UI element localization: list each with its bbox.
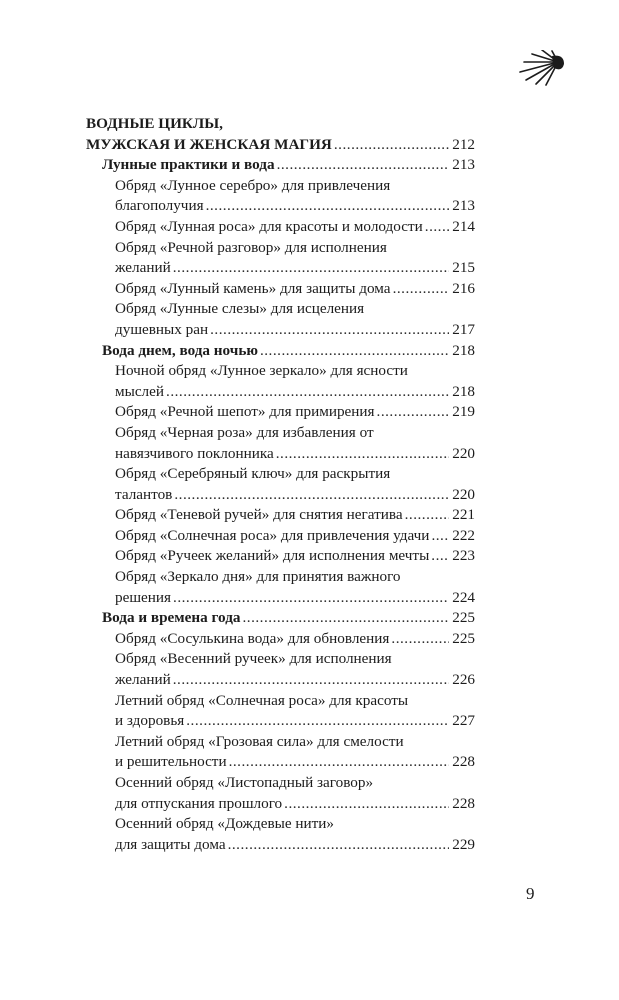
dot-leader <box>405 505 450 526</box>
toc-title-line: Обряд «Серебряный ключ» для раскрытия <box>115 465 391 483</box>
toc-title-line: Обряд «Теневой ручей» для снятия негатива <box>115 506 403 524</box>
toc-title-line: Обряд «Зеркало дня» для принятия важного <box>115 568 401 586</box>
toc-entry <box>86 546 475 567</box>
dot-leader <box>284 794 449 815</box>
dot-leader <box>174 485 449 506</box>
toc-entry <box>86 299 475 340</box>
toc-line <box>115 567 475 588</box>
dot-leader <box>173 670 449 691</box>
toc-section <box>86 341 475 362</box>
toc-page-number: 225 <box>452 609 475 627</box>
toc-line <box>115 649 475 670</box>
toc-page-number: 220 <box>452 444 475 462</box>
toc-title-line: для отпускания прошлого <box>115 794 283 812</box>
toc-entry <box>86 691 475 732</box>
toc-page-number: 216 <box>452 279 475 297</box>
toc-line <box>115 320 475 341</box>
toc-title-line: мыслей <box>115 382 165 400</box>
dot-leader <box>228 835 450 856</box>
toc-chapter <box>86 114 475 155</box>
toc-entry <box>86 402 475 423</box>
dot-leader <box>377 402 450 423</box>
toc-line <box>115 279 475 300</box>
dot-leader <box>277 155 450 176</box>
toc-line <box>115 752 475 773</box>
toc-title-line: Обряд «Сосулькина вода» для обновления <box>115 629 390 647</box>
toc-line <box>115 526 475 547</box>
toc-page-number: 223 <box>452 547 475 565</box>
toc-title-line: Обряд «Солнечная роса» для привлечения удачи <box>115 526 430 544</box>
toc-page-number: 221 <box>452 506 475 524</box>
dot-leader <box>334 135 449 156</box>
dot-leader <box>393 279 450 300</box>
toc-entry <box>86 176 475 217</box>
toc-title-line: душевных ран <box>115 320 209 338</box>
toc-title-line: Обряд «Речной шепот» для примирения <box>115 403 375 421</box>
sun-rays-icon <box>518 50 566 86</box>
toc-page-number: 228 <box>452 753 475 771</box>
toc-line <box>115 258 475 279</box>
toc-line <box>115 588 475 609</box>
toc-entry <box>86 567 475 608</box>
toc-line <box>115 299 475 320</box>
toc-line <box>115 732 475 753</box>
toc-line <box>115 217 475 238</box>
dot-leader <box>276 444 449 465</box>
toc-title-line: Обряд «Лунный камень» для защиты дома <box>115 279 391 297</box>
toc-title-line: навязчивого поклонника <box>115 444 274 462</box>
toc-title-line: Вода днем, вода ночью <box>102 341 258 359</box>
toc-title-line: решения <box>115 588 172 606</box>
toc-entry <box>86 361 475 402</box>
toc-page-number: 219 <box>452 403 475 421</box>
toc-section <box>86 155 475 176</box>
toc-page-number: 225 <box>452 629 475 647</box>
toc-line <box>102 608 475 629</box>
dot-leader <box>242 608 449 629</box>
dot-leader <box>173 588 449 609</box>
toc-title-line: ВОДНЫЕ ЦИКЛЫ, <box>86 115 223 132</box>
toc-entry <box>86 505 475 526</box>
toc-title-line: Обряд «Лунная роса» для красоты и молодости <box>115 217 423 235</box>
toc-title-line: Обряд «Лунное серебро» для привлечения <box>115 176 391 194</box>
toc-line <box>115 444 475 465</box>
toc-title-line: и здоровья <box>115 712 185 730</box>
toc-entry <box>86 629 475 650</box>
toc-title-line: Летний обряд «Грозовая сила» для смелости <box>115 732 404 750</box>
dot-leader <box>260 341 449 362</box>
toc-line <box>115 464 475 485</box>
dot-leader <box>166 382 449 403</box>
toc-entry <box>86 732 475 773</box>
toc-page-number: 214 <box>452 217 475 235</box>
toc-line <box>115 711 475 732</box>
toc-line <box>115 423 475 444</box>
toc-title-line: Обряд «Лунные слезы» для исцеления <box>115 300 365 318</box>
toc-page-number: 228 <box>452 794 475 812</box>
toc-page-number: 227 <box>452 712 475 730</box>
toc-title-line: и решительности <box>115 753 227 771</box>
toc-entry <box>86 464 475 505</box>
dot-leader <box>173 258 449 279</box>
toc-title-line: Осенний обряд «Листопадный заговор» <box>115 774 374 791</box>
toc-section <box>86 608 475 629</box>
toc-title-line: Обряд «Весенний ручеек» для исполнения <box>115 650 392 668</box>
toc-entry <box>86 217 475 238</box>
toc-line <box>115 691 475 712</box>
toc-title-line: талантов <box>115 485 173 503</box>
toc-entry <box>86 526 475 547</box>
toc-page-number: 218 <box>452 341 475 359</box>
toc-line <box>86 135 475 156</box>
dot-leader <box>391 629 449 650</box>
toc-title-line: Обряд «Ручеек желаний» для исполнения мечты <box>115 547 430 565</box>
toc-title-line: благополучия <box>115 197 204 215</box>
toc-page-number: 229 <box>452 835 475 853</box>
dot-leader <box>210 320 449 341</box>
toc-title-line: Лунные практики и вода <box>102 156 275 174</box>
toc-title-line: Вода и времена года <box>102 609 241 627</box>
toc-line <box>115 402 475 423</box>
toc-entry <box>86 814 475 855</box>
dot-leader <box>206 196 450 217</box>
toc-line <box>115 382 475 403</box>
toc-title-line: Осенний обряд «Дождевые нити» <box>115 815 335 833</box>
toc-page-number: 222 <box>452 526 475 544</box>
toc-line <box>115 485 475 506</box>
toc-page-number: 213 <box>452 156 475 174</box>
toc-title-line: Обряд «Черная роза» для избавления от <box>115 423 374 441</box>
toc-page-number: 213 <box>452 197 475 215</box>
toc-page-number: 224 <box>452 588 475 606</box>
dot-leader <box>229 752 450 773</box>
toc-line <box>115 773 475 794</box>
dot-leader <box>186 711 449 732</box>
toc-line <box>115 546 475 567</box>
toc-entry <box>86 279 475 300</box>
dot-leader <box>431 546 449 567</box>
toc-title-line: желаний <box>115 259 171 277</box>
toc-line <box>115 196 475 217</box>
toc-line <box>102 155 475 176</box>
toc-line <box>115 670 475 691</box>
toc-entry <box>86 423 475 464</box>
toc-entry <box>86 238 475 279</box>
toc-line <box>115 176 475 197</box>
toc-line <box>102 341 475 362</box>
toc-entry <box>86 649 475 690</box>
toc-title-line: МУЖСКАЯ И ЖЕНСКАЯ МАГИЯ <box>86 135 332 153</box>
toc-title-line: Обряд «Речной разговор» для исполнения <box>115 238 387 256</box>
toc-page-number: 226 <box>452 671 475 689</box>
toc-line <box>115 814 475 835</box>
toc-entry <box>86 773 475 814</box>
toc-page-number: 218 <box>452 382 475 400</box>
table-of-contents <box>86 114 475 855</box>
toc-line <box>86 114 475 135</box>
toc-title-line: Летний обряд «Солнечная роса» для красоты <box>115 691 409 709</box>
page-number: 9 <box>526 884 535 903</box>
dot-leader <box>431 526 449 547</box>
toc-title-line: желаний <box>115 671 171 689</box>
toc-page-number: 220 <box>452 485 475 503</box>
toc-page-number: 217 <box>452 320 475 338</box>
toc-title-line: Ночной обряд «Лунное зеркало» для ясности <box>115 362 408 380</box>
toc-line <box>115 238 475 259</box>
toc-line <box>115 505 475 526</box>
dot-leader <box>425 217 449 238</box>
toc-line <box>115 835 475 856</box>
toc-line <box>115 794 475 815</box>
toc-page-number: 212 <box>452 135 475 153</box>
toc-line <box>115 361 475 382</box>
toc-page-number: 215 <box>452 259 475 277</box>
toc-title-line: для защиты дома <box>115 835 226 853</box>
toc-line <box>115 629 475 650</box>
